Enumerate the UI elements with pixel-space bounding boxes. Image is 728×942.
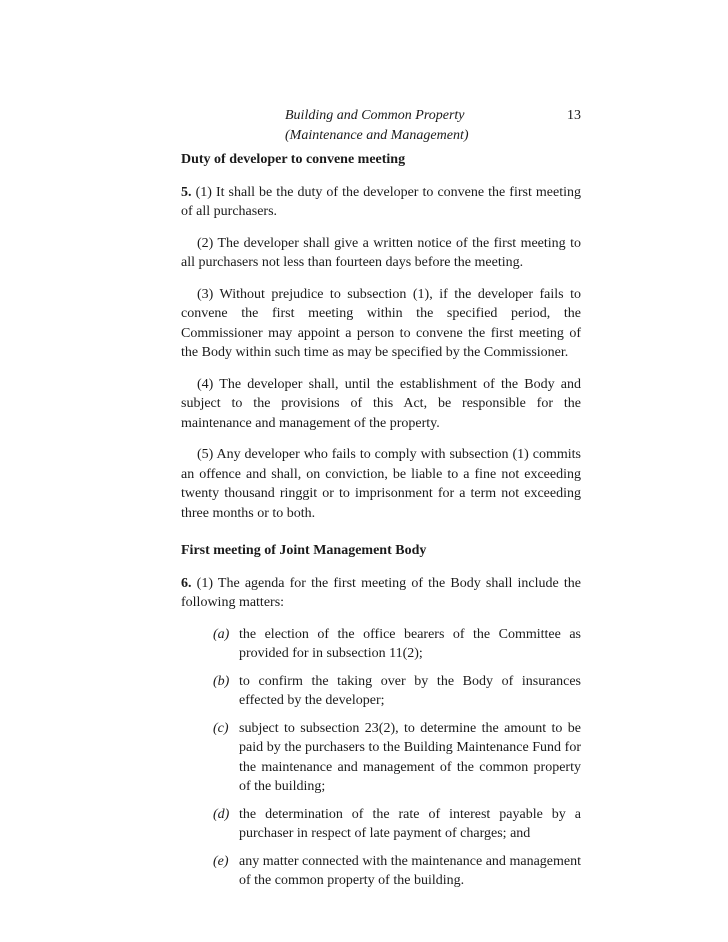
section-5-para-1-text: (1) It shall be the duty of the developer to convene the first meeting of all purchasers. [181,184,581,219]
document-body [181,150,581,899]
section-5-heading: Duty of developer to convene meeting [181,152,406,167]
header-title-line1: Building and Common Property [285,108,465,123]
section-5-para-4: (4) The developer shall, until the establishment of the Body and subject to the provisions of this Act, be responsible for the maintenance and management of the property. [181,376,581,431]
item-label: (c) [213,720,229,736]
item-text: any matter connected with the maintenance and management of the common property of the building. [239,853,581,888]
page-number: 13 [567,108,581,123]
list-item [181,672,581,711]
list-item [181,719,581,797]
section-5-number: 5. [181,184,192,200]
item-label: (e) [213,853,229,869]
list-item [181,852,581,891]
list-item [181,805,581,844]
section-6-heading: First meeting of Joint Management Body [181,543,427,558]
item-label: (a) [213,626,230,642]
section-5-para-3: (3) Without prejudice to subsection (1), if the developer fails to convene the first meeting within the specified period, the Commissioner may appoint a person to convene the first meeting of the Body within such time as may be specified by the Commissioner. [181,286,581,360]
list-item [181,625,581,664]
section-5-para-2: (2) The developer shall give a written notice of the first meeting to all purchasers not less than fourteen days before the meeting. [181,235,581,270]
section-6-number: 6. [181,575,192,591]
section-5-para-1 [181,183,581,222]
section-5-para-5: (5) Any developer who fails to comply with subsection (1) commits an offence and shall, on conviction, be liable to a fine not exceeding twenty thousand ringgit or to imprisonment for a term not exceeding three months or to both. [181,447,581,521]
item-label: (b) [213,673,230,689]
item-label: (d) [213,806,230,822]
header-title-line2: (Maintenance and Management) [285,128,469,143]
section-6-para-1-text: (1) The agenda for the first meeting of the Body shall include the following matters: [181,575,582,610]
item-text: the election of the office bearers of the Committee as provided for in subsection 11(2); [239,626,581,661]
item-text: the determination of the rate of interest payable by a purchaser in respect of late payment of charges; and [239,806,581,841]
running-header [181,106,581,146]
agenda-items-list [181,625,581,891]
section-6-para-1 [181,574,581,613]
item-text: to confirm the taking over by the Body of insurances effected by the developer; [239,673,581,708]
item-text: subject to subsection 23(2), to determine the amount to be paid by the purchasers to the Building Maintenance Fund for the maintenance and management of the common property of the building; [239,720,581,794]
